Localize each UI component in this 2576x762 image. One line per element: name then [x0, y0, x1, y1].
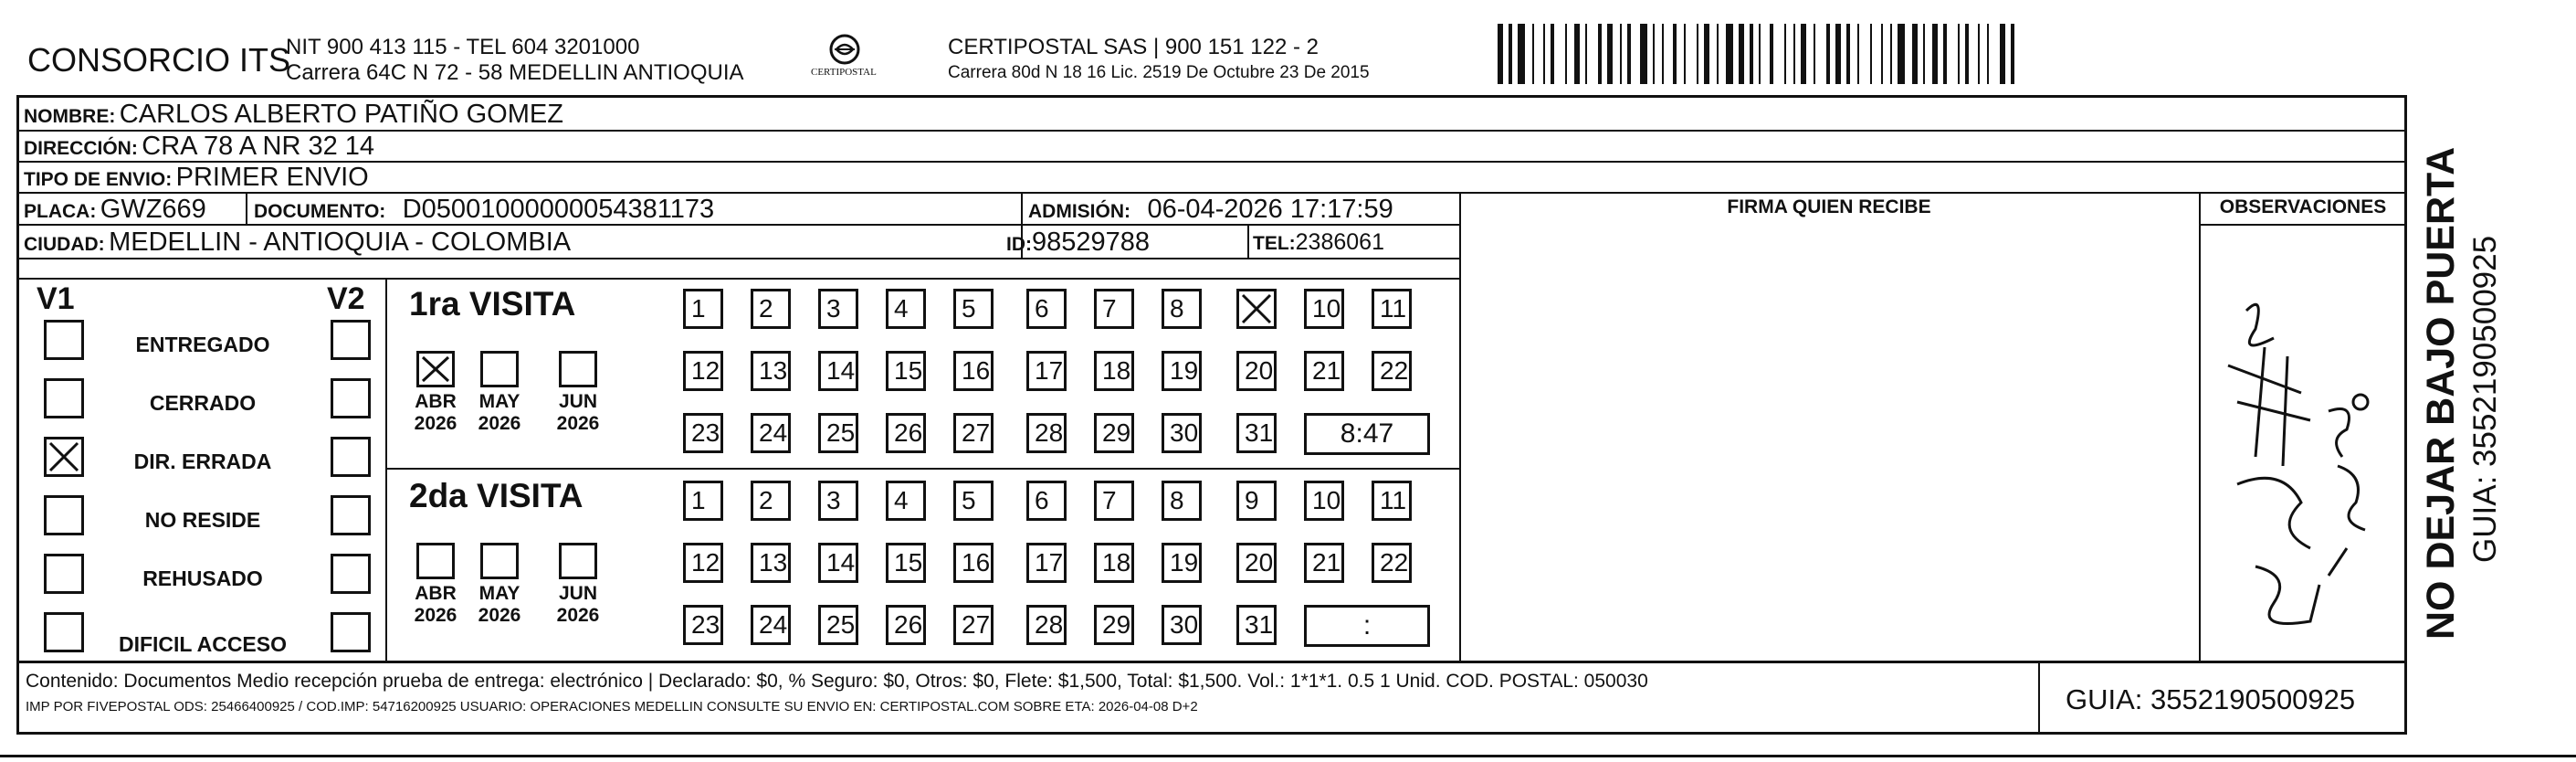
status-option-label: CERRADO	[149, 391, 257, 415]
logo-text: CERTIPOSTAL	[811, 67, 877, 78]
recipient-name: CARLOS ALBERTO PATIÑO GOMEZ	[119, 100, 563, 129]
barcode-bar	[1598, 24, 1602, 84]
barcode-bar	[1857, 24, 1859, 84]
v1-heading: V1	[37, 281, 75, 316]
side-guia: GUIA: 3552190500925	[2467, 235, 2503, 563]
barcode-bar	[1808, 24, 1812, 84]
day-box[interactable]: 16	[953, 351, 994, 391]
barcode-bar	[2016, 24, 2018, 84]
month-name: ABR	[415, 583, 457, 604]
barcode-bar	[1649, 24, 1651, 84]
month-checkbox[interactable]	[480, 543, 519, 579]
day-box[interactable]: 9	[1236, 481, 1277, 521]
barcode-bar	[1498, 24, 1503, 84]
status-option-label: ENTREGADO	[135, 333, 270, 356]
day-box[interactable]: 21	[1304, 543, 1344, 583]
day-box[interactable]: 3	[818, 481, 858, 521]
barcode-bar	[1711, 24, 1715, 84]
day-box[interactable]: 6	[1026, 481, 1067, 521]
day-box[interactable]: 7	[1094, 289, 1134, 329]
footer-guia: GUIA: 3552190500925	[2066, 683, 2356, 715]
v2-checkbox[interactable]	[331, 320, 371, 360]
barcode-bar	[1949, 24, 1956, 84]
footer-content: Contenido: Documentos Medio recepción prueba de entrega: electrónico | Declarado: $0, % Seguro: $0, Otros: $0, Flete: $1,500, Total: $1,500. Vol.: 1*1*1. 0.5 1 Unid. COD. POSTAL: 050030	[26, 671, 1648, 692]
day-box[interactable]: 1	[683, 481, 723, 521]
barcode-bar	[1885, 24, 1888, 84]
barcode-bar	[1775, 24, 1782, 84]
barcode-bar	[1673, 24, 1677, 84]
document-value: D05001000000054381173	[402, 195, 715, 224]
barcode-bar	[1688, 24, 1695, 84]
day-box[interactable]: 7	[1094, 481, 1134, 521]
day-box[interactable]: 8	[1162, 289, 1202, 329]
footer-print-info: IMP POR FIVEPOSTAL ODS: 25466400925 / COD.IMP: 54716200925 USUARIO: OPERACIONES MEDELLIN CONSULTE SU ENVIO EN: CERTIPOSTAL.COM SOBRE ETA: 2026-04-08 D+2	[26, 699, 1198, 714]
day-box[interactable]: 10	[1304, 289, 1344, 329]
day-box[interactable]: 22	[1372, 351, 1412, 391]
recipient-address: CRA 78 A NR 32 14	[142, 132, 375, 161]
barcode-bar	[1927, 24, 1930, 84]
day-box[interactable]: 18	[1094, 351, 1134, 391]
month-label	[468, 583, 531, 627]
month-year: 2026	[414, 413, 457, 435]
v2-checkbox[interactable]	[331, 437, 371, 477]
day-box[interactable]: 21	[1304, 351, 1344, 391]
document-cell	[254, 196, 714, 223]
day-box[interactable]: 28	[1026, 605, 1067, 645]
month-checkbox[interactable]	[480, 351, 519, 387]
observation-handwriting	[2201, 274, 2407, 658]
month-name: JUN	[558, 391, 597, 412]
barcode-bar	[1582, 24, 1583, 84]
barcode-bar	[1536, 24, 1541, 84]
barcode-bar	[2011, 24, 2014, 84]
city-label: CIUDAD:	[24, 234, 105, 255]
signature-heading: FIRMA QUIEN RECIBE	[1727, 196, 1931, 217]
day-box[interactable]: 1	[683, 289, 723, 329]
barcode-bar	[1907, 24, 1910, 84]
barcode-bar	[1684, 24, 1686, 84]
admission-label: ADMISIÓN:	[1028, 201, 1130, 222]
barcode-bar	[1574, 24, 1580, 84]
barcode-bar	[1826, 24, 1830, 84]
name-label: NOMBRE:	[24, 106, 116, 127]
barcode-bar	[1793, 24, 1795, 84]
barcode-bar	[1746, 24, 1748, 84]
x-check-icon	[1239, 291, 1274, 326]
v2-checkbox[interactable]	[331, 495, 371, 535]
day-box[interactable]: 17	[1026, 351, 1067, 391]
status-option-label: DIFICIL ACCESO	[118, 632, 287, 656]
barcode-bar	[1633, 24, 1638, 84]
side-note: NO DEJAR BAJO PUERTA	[2419, 146, 2463, 640]
day-box[interactable]: 23	[683, 413, 723, 453]
day-box[interactable]: 16	[953, 543, 994, 583]
day-box[interactable]: 19	[1162, 351, 1202, 391]
barcode-bar	[1987, 24, 1989, 84]
barcode-bar	[1965, 24, 1969, 84]
visit-2-title: 2da VISITA	[409, 477, 584, 514]
barcode-bar	[1932, 24, 1938, 84]
day-box[interactable]: 12	[683, 543, 723, 583]
barcode-bar	[1656, 24, 1660, 84]
day-box[interactable]: 24	[751, 605, 791, 645]
barcode-bar	[1509, 24, 1512, 84]
month-name: MAY	[478, 391, 520, 412]
barcode-bar	[1726, 24, 1733, 84]
barcode-bar	[1762, 24, 1768, 84]
day-box[interactable]: 6	[1026, 289, 1067, 329]
barcode-bar	[1835, 24, 1841, 84]
barcode-bar	[1666, 24, 1671, 84]
barcode-bar	[1627, 24, 1631, 84]
barcode-bar	[1797, 24, 1799, 84]
month-year: 2026	[478, 605, 521, 627]
observations-heading: OBSERVACIONES	[2219, 196, 2387, 217]
id-value: 98529788	[1032, 228, 1151, 257]
month-label	[468, 391, 531, 435]
v2-checkbox[interactable]	[331, 612, 371, 652]
barcode-bar	[1958, 24, 1960, 84]
status-option-label: REHUSADO	[142, 566, 263, 590]
status-option-label: NO RESIDE	[144, 508, 261, 532]
provider-license: Carrera 80d N 18 16 Lic. 2519 De Octubre 23 De 2015	[948, 63, 1370, 82]
month-label	[404, 583, 468, 627]
barcode-bar	[1640, 24, 1647, 84]
shipment-type-label: TIPO DE ENVIO:	[24, 169, 173, 190]
barcode-bar	[1589, 24, 1596, 84]
barcode-bar	[1585, 24, 1587, 84]
day-box[interactable]: 2	[751, 481, 791, 521]
day-box[interactable]: 3	[818, 289, 858, 329]
month-label	[404, 391, 468, 435]
certipostal-logo	[804, 31, 886, 86]
barcode-bar	[1940, 24, 1941, 84]
day-box[interactable]: 4	[886, 289, 926, 329]
id-label: ID:	[1006, 234, 1032, 255]
day-box[interactable]: 10	[1304, 481, 1344, 521]
city-cell	[24, 229, 571, 256]
day-box[interactable]: 23	[683, 605, 723, 645]
address-label: DIRECCIÓN:	[24, 138, 138, 159]
barcode-bar	[1717, 24, 1719, 84]
barcode-bar	[1912, 24, 1918, 84]
month-checkbox[interactable]	[416, 543, 455, 579]
page-bottom-rule	[0, 755, 2576, 757]
x-check-icon	[419, 354, 452, 385]
certipostal-logo-icon	[804, 31, 886, 86]
day-box[interactable]: 27	[953, 605, 994, 645]
barcode-bar	[1843, 24, 1845, 84]
barcode-bar	[1527, 24, 1530, 84]
barcode-bar	[1514, 24, 1516, 84]
barcode-bar	[1704, 24, 1709, 84]
day-box[interactable]	[1236, 289, 1277, 329]
day-box[interactable]: 15	[886, 351, 926, 391]
barcode-bar	[1569, 24, 1572, 84]
month-checkbox[interactable]	[559, 351, 597, 387]
barcode-bar	[1653, 24, 1655, 84]
day-box[interactable]: 25	[818, 413, 858, 453]
tel-label: TEL:	[1253, 233, 1296, 254]
day-box[interactable]: 30	[1162, 413, 1202, 453]
barcode-bar	[1565, 24, 1567, 84]
month-label	[546, 583, 610, 627]
month-year: 2026	[414, 605, 457, 627]
barcode-bar	[1678, 24, 1682, 84]
month-label	[546, 391, 610, 435]
barcode-bar	[1943, 24, 1947, 84]
tel-value: 2386061	[1295, 229, 1384, 255]
document-label: DOCUMENTO:	[254, 201, 386, 222]
barcode-bar	[1624, 24, 1625, 84]
day-box[interactable]: 13	[751, 543, 791, 583]
v2-checkbox[interactable]	[331, 378, 371, 418]
day-box[interactable]: 18	[1094, 543, 1134, 583]
barcode-bar	[1547, 24, 1549, 84]
company-address: Carrera 64C N 72 - 58 MEDELLIN ANTIOQUIA	[286, 60, 744, 85]
time-field[interactable]: 8:47	[1304, 413, 1430, 455]
barcode	[1498, 24, 2182, 84]
barcode-bar	[1923, 24, 1925, 84]
v2-checkbox[interactable]	[331, 554, 371, 594]
day-box[interactable]: 24	[751, 413, 791, 453]
day-box[interactable]: 17	[1026, 543, 1067, 583]
visit-1-title: 1ra VISITA	[409, 285, 576, 323]
barcode-bar	[1532, 24, 1534, 84]
day-box[interactable]: 31	[1236, 413, 1277, 453]
barcode-bar	[1898, 24, 1905, 84]
id-cell	[1006, 229, 1150, 256]
barcode-bar	[1607, 24, 1613, 84]
day-box[interactable]: 22	[1372, 543, 1412, 583]
time-field[interactable]: :	[1304, 605, 1430, 647]
company-name: CONSORCIO ITS	[27, 41, 291, 79]
plate-value: GWZ669	[100, 195, 206, 224]
barcode-bar	[1556, 24, 1563, 84]
day-box[interactable]: 27	[953, 413, 994, 453]
barcode-bar	[1543, 24, 1545, 84]
provider-name: CERTIPOSTAL SAS | 900 151 122 - 2	[948, 35, 1319, 59]
barcode-bar	[1978, 24, 1980, 84]
v2-heading: V2	[327, 281, 365, 316]
day-box[interactable]: 5	[953, 481, 994, 521]
day-box[interactable]: 28	[1026, 413, 1067, 453]
barcode-bar	[1505, 24, 1507, 84]
day-box[interactable]: 26	[886, 413, 926, 453]
day-box[interactable]: 2	[751, 289, 791, 329]
barcode-bar	[1832, 24, 1834, 84]
barcode-bar	[1890, 24, 1892, 84]
barcode-bar	[1801, 24, 1806, 84]
day-box[interactable]: 14	[818, 543, 858, 583]
admission-cell	[1028, 196, 1393, 223]
day-box[interactable]: 20	[1236, 351, 1277, 391]
status-option-label: DIR. ERRADA	[133, 450, 272, 473]
month-year: 2026	[556, 413, 600, 435]
day-box[interactable]: 19	[1162, 543, 1202, 583]
barcode-bar	[2007, 24, 2009, 84]
admission-value: 06-04-2026 17:17:59	[1147, 195, 1393, 224]
barcode-bar	[1720, 24, 1724, 84]
barcode-bar	[1874, 24, 1879, 84]
day-box[interactable]: 25	[818, 605, 858, 645]
month-checkbox[interactable]	[559, 543, 597, 579]
day-box[interactable]: 12	[683, 351, 723, 391]
month-name: MAY	[478, 583, 520, 604]
barcode-bar	[1700, 24, 1702, 84]
barcode-bar	[1870, 24, 1872, 84]
barcode-bar	[1662, 24, 1664, 84]
day-box[interactable]: 5	[953, 289, 994, 329]
barcode-bar	[1603, 24, 1605, 84]
barcode-bar	[1982, 24, 1985, 84]
company-nit: NIT 900 413 115 - TEL 604 3201000	[286, 35, 640, 59]
day-box[interactable]: 26	[886, 605, 926, 645]
barcode-bar	[1814, 24, 1815, 84]
day-box[interactable]: 20	[1236, 543, 1277, 583]
barcode-bar	[1614, 24, 1618, 84]
barcode-bar	[1739, 24, 1744, 84]
barcode-bar	[1770, 24, 1773, 84]
day-box[interactable]: 11	[1372, 481, 1412, 521]
barcode-bar	[1551, 24, 1554, 84]
day-box[interactable]: 11	[1372, 289, 1412, 329]
name-row	[24, 101, 563, 128]
month-year: 2026	[556, 605, 600, 627]
plate-label: PLACA:	[24, 201, 97, 222]
barcode-bar	[1991, 24, 1998, 84]
barcode-bar	[1750, 24, 1753, 84]
barcode-bar	[1861, 24, 1868, 84]
day-box[interactable]: 14	[818, 351, 858, 391]
barcode-bar	[1961, 24, 1963, 84]
barcode-bar	[1846, 24, 1850, 84]
month-checkbox[interactable]	[416, 351, 455, 387]
barcode-bar	[2000, 24, 2005, 84]
shipment-type-row	[24, 164, 369, 191]
tel-cell	[1253, 231, 1384, 254]
day-box[interactable]: 30	[1162, 605, 1202, 645]
barcode-bar	[1735, 24, 1737, 84]
day-box[interactable]: 13	[751, 351, 791, 391]
day-box[interactable]: 29	[1094, 605, 1134, 645]
barcode-bar	[1518, 24, 1525, 84]
barcode-bar	[1620, 24, 1622, 84]
day-box[interactable]: 4	[886, 481, 926, 521]
day-box[interactable]: 8	[1162, 481, 1202, 521]
barcode-bar	[1919, 24, 1921, 84]
day-box[interactable]: 15	[886, 543, 926, 583]
city-value: MEDELLIN - ANTIOQUIA - COLOMBIA	[109, 228, 572, 257]
day-box[interactable]: 31	[1236, 605, 1277, 645]
barcode-bar	[1759, 24, 1761, 84]
plate-cell	[24, 196, 206, 223]
form-frame	[16, 95, 2407, 735]
month-name: ABR	[415, 391, 457, 412]
barcode-bar	[1852, 24, 1856, 84]
month-name: JUN	[558, 583, 597, 604]
barcode-bar	[1697, 24, 1698, 84]
barcode-bar	[1881, 24, 1883, 84]
barcode-bar	[1755, 24, 1757, 84]
barcode-bar	[1784, 24, 1786, 84]
address-row	[24, 133, 374, 160]
barcode-bar	[1788, 24, 1792, 84]
barcode-bar	[1894, 24, 1896, 84]
shipment-type: PRIMER ENVIO	[175, 163, 369, 192]
barcode-bar	[1971, 24, 1976, 84]
barcode-bar	[1817, 24, 1824, 84]
day-box[interactable]: 29	[1094, 413, 1134, 453]
month-year: 2026	[478, 413, 521, 435]
